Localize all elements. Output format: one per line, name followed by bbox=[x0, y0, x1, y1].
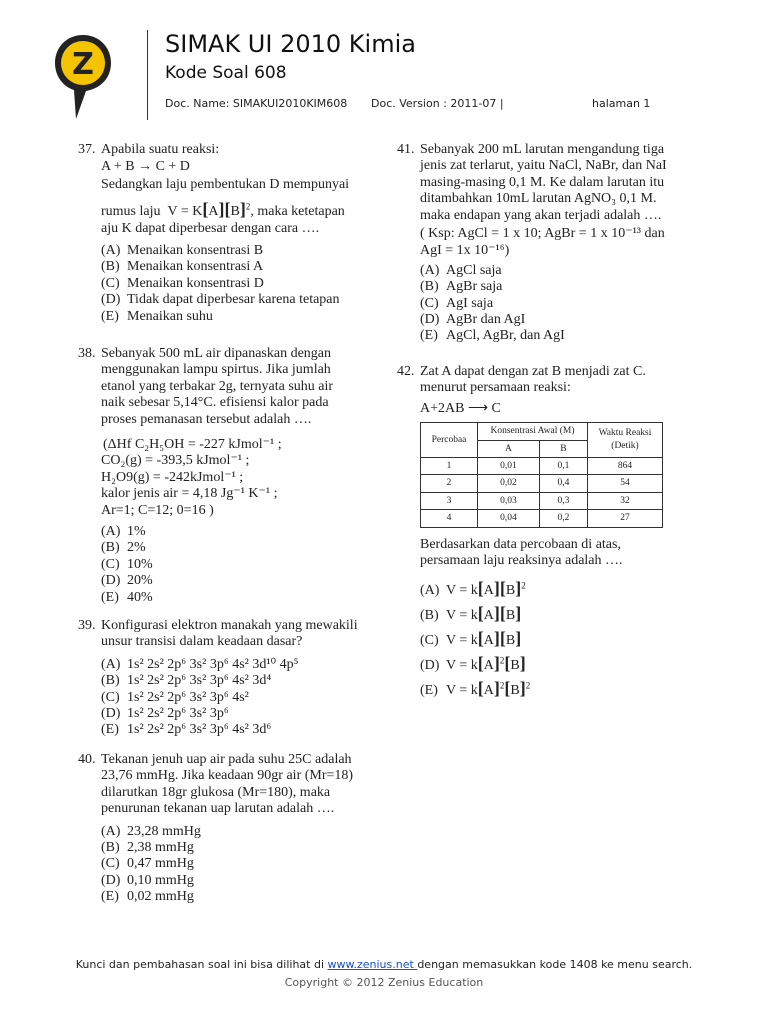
q38-data-line: Ar=1; C=12; 0=16 ) bbox=[101, 502, 214, 518]
option-item: (B) Menaikan konsentrasi A bbox=[101, 259, 264, 275]
q41-ksp: ( Ksp: AgCl = 1 x 10; AgBr = 1 x 10⁻¹³ dan bbox=[420, 226, 665, 242]
table-header: Percobaa bbox=[421, 423, 478, 458]
q38-data-line: kalor jenis air = 4,18 Jg⁻¹ K⁻¹ ; bbox=[101, 486, 278, 502]
q38-line: Sebanyak 500 mL air dipanaskan dengan bbox=[101, 346, 332, 361]
rate-law-formula: $V = K[A][B]^2$ bbox=[164, 199, 251, 220]
footer-note bbox=[0, 958, 768, 971]
zenius-logo bbox=[52, 32, 114, 122]
question-number: 38. bbox=[78, 346, 96, 361]
table-cell: 0,03 bbox=[478, 492, 540, 509]
table-cell: 0,3 bbox=[539, 492, 587, 509]
question-number: 41. bbox=[397, 142, 415, 157]
q41-line: jenis zat terlarut, yaitu NaCl, NaBr, dan NaI bbox=[420, 158, 667, 174]
table-cell: 2 bbox=[421, 475, 478, 492]
q37-options bbox=[101, 243, 349, 325]
option-item: (A) 1% bbox=[101, 524, 146, 540]
copyright: Copyright © 2012 Zenius Education bbox=[284, 976, 484, 989]
logo-letter: Z bbox=[72, 47, 94, 82]
option-item: (E) Menaikan suhu bbox=[101, 308, 213, 324]
option-item: (A) AgCl saja bbox=[420, 262, 502, 278]
q37-line: aju K dapat diperbesar dengan cara …. bbox=[101, 220, 320, 236]
table-cell: 3 bbox=[421, 492, 478, 509]
table-cell: 0,1 bbox=[539, 458, 587, 475]
table-row bbox=[421, 475, 663, 492]
table-header: A bbox=[478, 440, 540, 457]
option-item: (B) 1s² 2s² 2p⁶ 3s² 3p⁶ 4s² 3d⁴ bbox=[101, 673, 272, 689]
q41-line: Sebanyak 200 mL larutan mengandung tiga bbox=[420, 142, 665, 157]
q39-options bbox=[101, 657, 358, 739]
option-item: (E) AgCl, AgBr, dan AgI bbox=[420, 328, 565, 344]
q37-text: rumus laju bbox=[101, 204, 161, 220]
option-item: (A) 23,28 mmHg bbox=[101, 823, 201, 839]
reaction-reactants: A+2AB bbox=[420, 400, 465, 416]
doc-version: Doc. Version : 2011-07 | bbox=[371, 97, 504, 110]
q40-line: Tekanan jenuh uap air pada suhu 25C adalah bbox=[101, 752, 352, 767]
q42-line: persamaan laju reaksinya adalah …. bbox=[420, 553, 623, 569]
q42-line: Berdasarkan data percobaan di atas, bbox=[420, 536, 621, 552]
q42-line: Zat A dapat dengan zat B menjadi zat C. bbox=[420, 364, 646, 379]
table-cell: 1 bbox=[421, 458, 478, 475]
q42-line: menurut persamaan reaksi: bbox=[420, 380, 571, 396]
q38-data-line: H₂O9(g) = -242kJmol⁻¹ ; bbox=[101, 469, 244, 485]
q38-line: menggunakan lampu spirtus. Jika jumlah bbox=[101, 362, 331, 378]
option-item: (E) 0,02 mmHg bbox=[101, 889, 194, 905]
table-row bbox=[421, 510, 663, 527]
q38-line: etanol yang terbakar 2g, ternyata suhu air bbox=[101, 378, 334, 394]
option-item: (C) AgI saja bbox=[420, 295, 494, 311]
table-cell: 4 bbox=[421, 510, 478, 527]
table-cell: 32 bbox=[588, 492, 663, 509]
option-item: (D) 20% bbox=[101, 573, 153, 589]
q40-line: penurunan tekanan uap larutan adalah …. bbox=[101, 801, 335, 817]
doc-name: Doc. Name: SIMAKUI2010KIM608 bbox=[165, 97, 348, 110]
option-item: (A) 1s² 2s² 2p⁶ 3s² 3p⁶ 4s² 3d¹⁰ 4p⁵ bbox=[101, 656, 299, 672]
option-item: (B) 2,38 mmHg bbox=[101, 840, 194, 856]
q40-options bbox=[101, 824, 353, 906]
option-item: (E) $V = k[A]^2[B]^2$ bbox=[420, 678, 531, 699]
option-item: (B) V = k[A][B] bbox=[420, 603, 522, 624]
option-item: (C) V = k[A][B] bbox=[420, 628, 522, 649]
q37-text: , maka ketetapan bbox=[250, 204, 345, 220]
table-cell: 54 bbox=[588, 475, 663, 492]
header-divider bbox=[147, 30, 148, 120]
option-item: (A) Menaikan konsentrasi B bbox=[101, 243, 264, 259]
q42-reaction bbox=[420, 401, 663, 417]
q38-data bbox=[101, 437, 333, 519]
question-number: 40. bbox=[78, 752, 96, 767]
option-item: (D) 1s² 2s² 2p⁶ 3s² 3p⁶ bbox=[101, 706, 229, 722]
q37-equation: A + B → C + D bbox=[101, 159, 190, 175]
option-item: (C) 10% bbox=[101, 556, 153, 572]
option-item: (D) AgBr dan AgI bbox=[420, 312, 526, 328]
option-item: (A) $V = k[A][B]^2$ bbox=[420, 578, 526, 599]
table-cell: 0,2 bbox=[539, 510, 587, 527]
table-cell: 27 bbox=[588, 510, 663, 527]
question-number: 39. bbox=[78, 618, 96, 633]
option-item: (D) 0,10 mmHg bbox=[101, 872, 194, 888]
footer-text: Kunci dan pembahasan soal ini bisa dilihat di bbox=[75, 958, 328, 971]
reaction-product: C bbox=[491, 400, 501, 416]
doc-kode: Kode Soal 608 bbox=[165, 63, 287, 83]
q37-line: Sedangkan laju pembentukan D mempunyai bbox=[101, 176, 350, 192]
table-cell: 0,02 bbox=[478, 475, 540, 492]
table-row bbox=[421, 492, 663, 509]
q40-line: dilarutkan 18gr glukosa (Mr=180), maka bbox=[101, 784, 331, 800]
table-cell: 864 bbox=[588, 458, 663, 475]
footer-text: dengan memasukkan kode 1408 ke menu search. bbox=[417, 958, 693, 971]
q38-line: proses pemanasan tersebut adalah …. bbox=[101, 411, 312, 427]
q38-data-line: CO₂(g) = -393,5 kJmol⁻¹ ; bbox=[101, 453, 250, 469]
option-item: (C) 0,47 mmHg bbox=[101, 856, 194, 872]
option-item: (D) $V = k[A]^2[B]$ bbox=[420, 653, 526, 674]
doc-title: SIMAK UI 2010 Kimia bbox=[165, 30, 416, 58]
option-item: (E) 40% bbox=[101, 589, 153, 605]
q38-line: naik sebesar 5,14°C. efisiensi kalor pada bbox=[101, 395, 329, 411]
table-cell: 0,4 bbox=[539, 475, 587, 492]
option-item: (B) AgBr saja bbox=[420, 279, 503, 295]
q39-line: Konfigurasi elektron manakah yang mewakili bbox=[101, 618, 358, 633]
q40-line: 23,76 mmHg. Jika keadaan 90gr air (Mr=18) bbox=[101, 768, 354, 784]
table-row bbox=[421, 458, 663, 475]
q38-options bbox=[101, 524, 333, 606]
q37-line: Apabila suatu reaksi: bbox=[101, 142, 220, 157]
q42-options bbox=[420, 577, 663, 702]
table-header: Konsentrasi Awal (M) bbox=[478, 423, 588, 440]
table-cell: 0,01 bbox=[478, 458, 540, 475]
question-number: 42. bbox=[397, 364, 415, 379]
q39-line: unsur transisi dalam keadaan dasar? bbox=[101, 634, 303, 650]
q41-options bbox=[420, 263, 667, 345]
table-header: B bbox=[539, 440, 587, 457]
zenius-link[interactable]: www.zenius.net bbox=[327, 958, 418, 971]
option-item: (D) Tidak dapat diperbesar karena tetapan bbox=[101, 292, 340, 308]
q41-line: maka endapan yang akan terjadi adalah …. bbox=[420, 207, 662, 223]
table-cell: 0,04 bbox=[478, 510, 540, 527]
table-header: Waktu Reaksi (Detik) bbox=[588, 423, 663, 458]
question-number: 37. bbox=[78, 142, 96, 157]
page-number: halaman 1 bbox=[592, 97, 651, 110]
q37-rate-line bbox=[101, 201, 349, 220]
rate-data-table bbox=[420, 422, 663, 527]
q41-line: ditambahkan 10mL larutan AgNO₃ 0,1 M. bbox=[420, 191, 657, 207]
q41-ksp: AgI = 1x 10⁻¹⁶) bbox=[420, 243, 510, 259]
option-item: (E) 1s² 2s² 2p⁶ 3s² 3p⁶ 4s² 3d⁶ bbox=[101, 722, 272, 738]
q41-line: masing-masing 0,1 M. Ke dalam larutan itu bbox=[420, 174, 665, 190]
q38-data-line: (ΔHf C₂H₅OH = -227 kJmol⁻¹ ; bbox=[103, 437, 282, 453]
option-item: (C) 1s² 2s² 2p⁶ 3s² 3p⁶ 4s² bbox=[101, 689, 249, 705]
reaction-arrow: ⟶ bbox=[467, 400, 489, 416]
option-item: (B) 2% bbox=[101, 540, 146, 556]
option-item: (C) Menaikan konsentrasi D bbox=[101, 275, 264, 291]
